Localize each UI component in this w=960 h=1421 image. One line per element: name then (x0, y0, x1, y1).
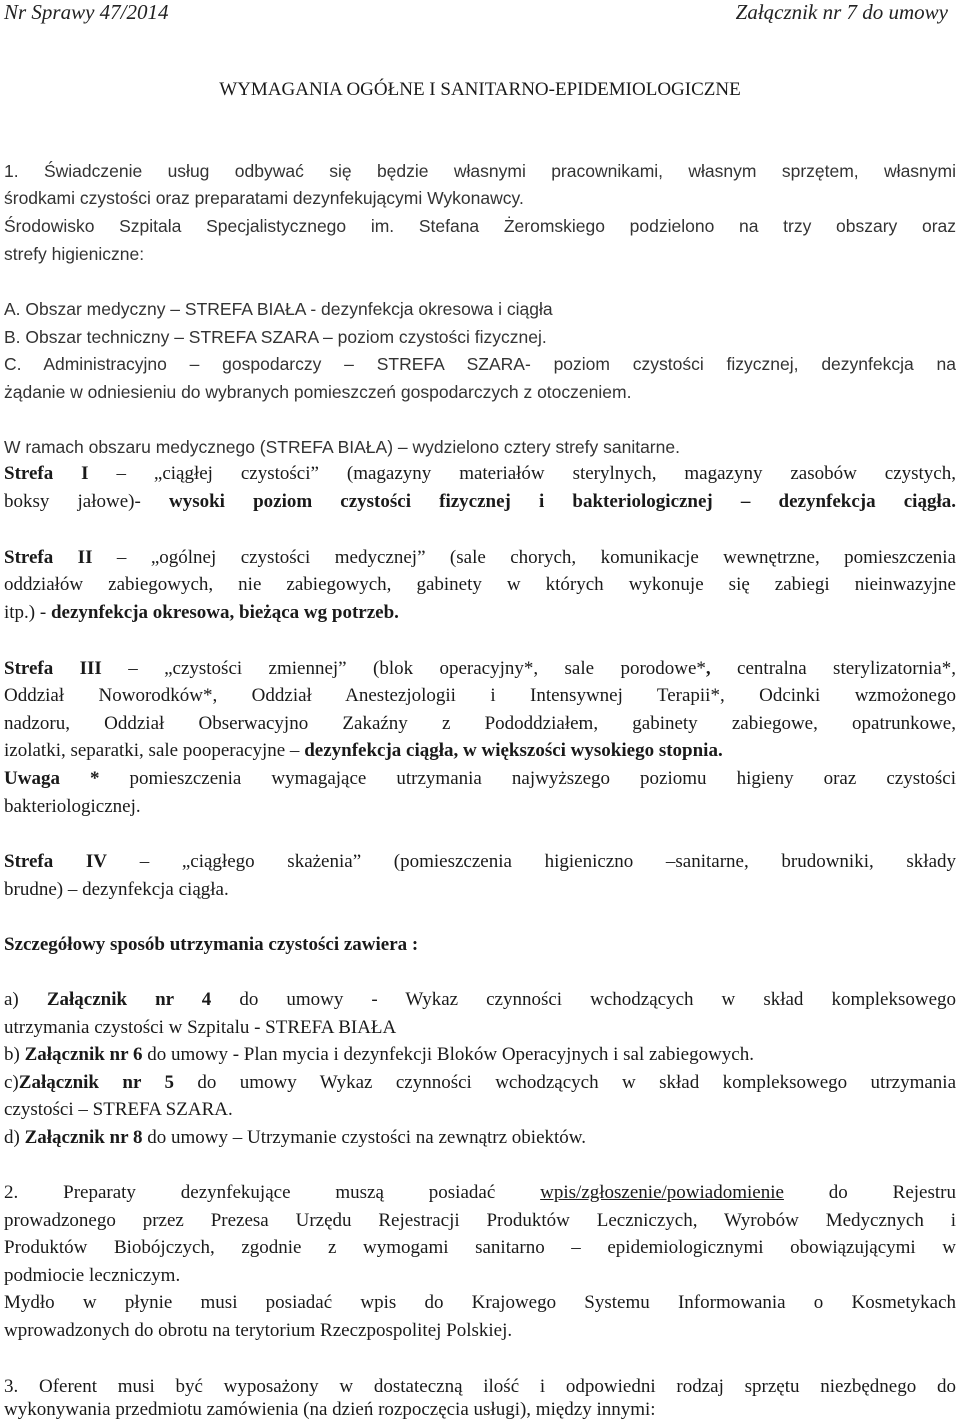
paragraph-line: 1. Świadczenie usług odbywać się będzie własnymi pracownikami, własnym sprzętem, własnymi (4, 161, 956, 181)
zone-line: Oddział Noworodków*, Oddział Anestezjologii i Intensywnej Terapii*, Odcinki wzmożonego (4, 685, 956, 706)
area-item-b: B. Obszar techniczny – STREFA SZARA – poziom czystości fizycznej. (4, 327, 547, 347)
zones-intro: W ramach obszaru medycznego (STREFA BIAŁA) – wydzielono cztery strefy sanitarne. (4, 437, 680, 457)
case-number: Nr Sprawy 47/2014 (4, 0, 169, 24)
paragraph-line: Produktów Biobójczych, zgodnie z wymogami sanitarno – epidemiologicznymi obowiązującymi w (4, 1237, 956, 1258)
method-item-c-continued: czystości – STREFA SZARA. (4, 1099, 233, 1120)
paragraph-line: Mydło w płynie musi posiadać wpis do Krajowego Systemu Informowania o Kosmetykach (4, 1292, 956, 1313)
zone-label: Strefa III (4, 658, 102, 679)
paragraph-line: wprowadzonych do obrotu na terytorium Rzeczpospolitej Polskiej. (4, 1320, 513, 1341)
zone-line: nadzoru, Oddział Obserwacyjno Zakaźny z Pododdziałem, gabinety zabiegowe, opatrunkowe, (4, 713, 956, 734)
note-label: Uwaga * (4, 768, 100, 789)
zone-line: Strefa IV – „ciągłego skażenia” (pomieszczenia higieniczno –sanitarne, brudowniki, składy (4, 851, 957, 872)
registration-term: wpis/zgłoszenie/powiadomienie (540, 1182, 784, 1203)
method-item-d: d) Załącznik nr 8 do umowy – Utrzymanie czystości na zewnątrz obiektów. (4, 1127, 587, 1148)
zone-line: Strefa I – „ciągłej czystości” (magazyny materiałów sterylnych, magazyny zasobów czystych, (4, 463, 956, 484)
paragraph-line: 2. Preparaty dezynfekujące muszą posiadać wpis/zgłoszenie/powiadomienie do Rejestru (4, 1182, 956, 1203)
zone-line: Strefa II – „ogólnej czystości medycznej” (sale chorych, komunikacje wewnętrzne, pomieszczenia (4, 547, 956, 568)
note-line: Uwaga * pomieszczenia wymagające utrzymania najwyższego poziomu higieny oraz czystości (4, 768, 956, 789)
zone-line: itp.) - dezynfekcja okresowa, bieżąca wg potrzeb. (4, 602, 399, 623)
zone-label: Strefa IV (4, 851, 108, 872)
method-item-c: c)Załącznik nr 5 do umowy Wykaz czynności wchodzących w skład kompleksowego utrzymania (4, 1072, 956, 1093)
zone-line: izolatki, separatki, sale pooperacyjne – dezynfekcja ciągła, w większości wysokiego stopnia. (4, 740, 723, 761)
paragraph-line: 3. Oferent musi być wyposażony w dostateczną ilość i odpowiedni rodzaj sprzętu niezbędnego do (4, 1376, 956, 1397)
method-item-a: a) Załącznik nr 4 do umowy - Wykaz czynności wchodzących w skład kompleksowego (4, 989, 956, 1010)
zone-line: oddziałów zabiegowych, nie zabiegowych, gabinety w których wykonuje się zabiegi nieinwazyjne (4, 574, 956, 595)
method-item-b: b) Załącznik nr 6 do umowy - Plan mycia i dezynfekcji Bloków Operacyjnych i sal zabiegowych. (4, 1044, 754, 1065)
page-title: WYMAGANIA OGÓŁNE I SANITARNO-EPIDEMIOLOGICZNE (219, 79, 741, 100)
paragraph-line: środkami czystości oraz preparatami dezynfekującymi Wykonawcy. (4, 188, 524, 208)
paragraph-line: strefy higieniczne: (4, 244, 145, 264)
zone-line: brudne) – dezynfekcja ciągła. (4, 879, 229, 900)
zone-label: Strefa II (4, 547, 93, 568)
area-item-a: A. Obszar medyczny – STREFA BIAŁA - dezynfekcja okresowa i ciągła (4, 299, 553, 319)
paragraph-line: podmiocie leczniczym. (4, 1265, 181, 1286)
zone-label: Strefa I (4, 463, 89, 484)
method-item-a-continued: utrzymania czystości w Szpitalu - STREFA BIAŁA (4, 1017, 397, 1038)
area-item-c: C. Administracyjno – gospodarczy – STREFA SZARA- poziom czystości fizycznej, dezynfekcja na (4, 354, 956, 374)
section-heading: Szczegółowy sposób utrzymania czystości zawiera : (4, 934, 419, 955)
annex-reference: Załącznik nr 7 do umowy (735, 0, 948, 24)
paragraph-line: prowadzonego przez Prezesa Urzędu Rejestracji Produktów Leczniczych, Wyrobów Medycznych i (4, 1210, 956, 1231)
area-item-c-continued: żądanie w odniesieniu do wybranych pomieszczeń gospodarczych z otoczeniem. (4, 382, 632, 402)
paragraph-line: wykonywania przedmiotu zamówienia (na dzień rozpoczęcia usługi), między innymi: (4, 1399, 656, 1420)
note-line: bakteriologicznej. (4, 796, 141, 817)
zone-line: Strefa III – „czystości zmiennej” (blok operacyjny*, sale porodowe*, centralna sterylizatornia*, (4, 658, 956, 679)
zone-line: boksy jałowe)- wysoki poziom czystości fizycznej i bakteriologicznej – dezynfekcja ciągła. (4, 491, 956, 512)
paragraph-line: Środowisko Szpitala Specjalistycznego im. Stefana Żeromskiego podzielono na trzy obszary oraz (4, 216, 956, 236)
